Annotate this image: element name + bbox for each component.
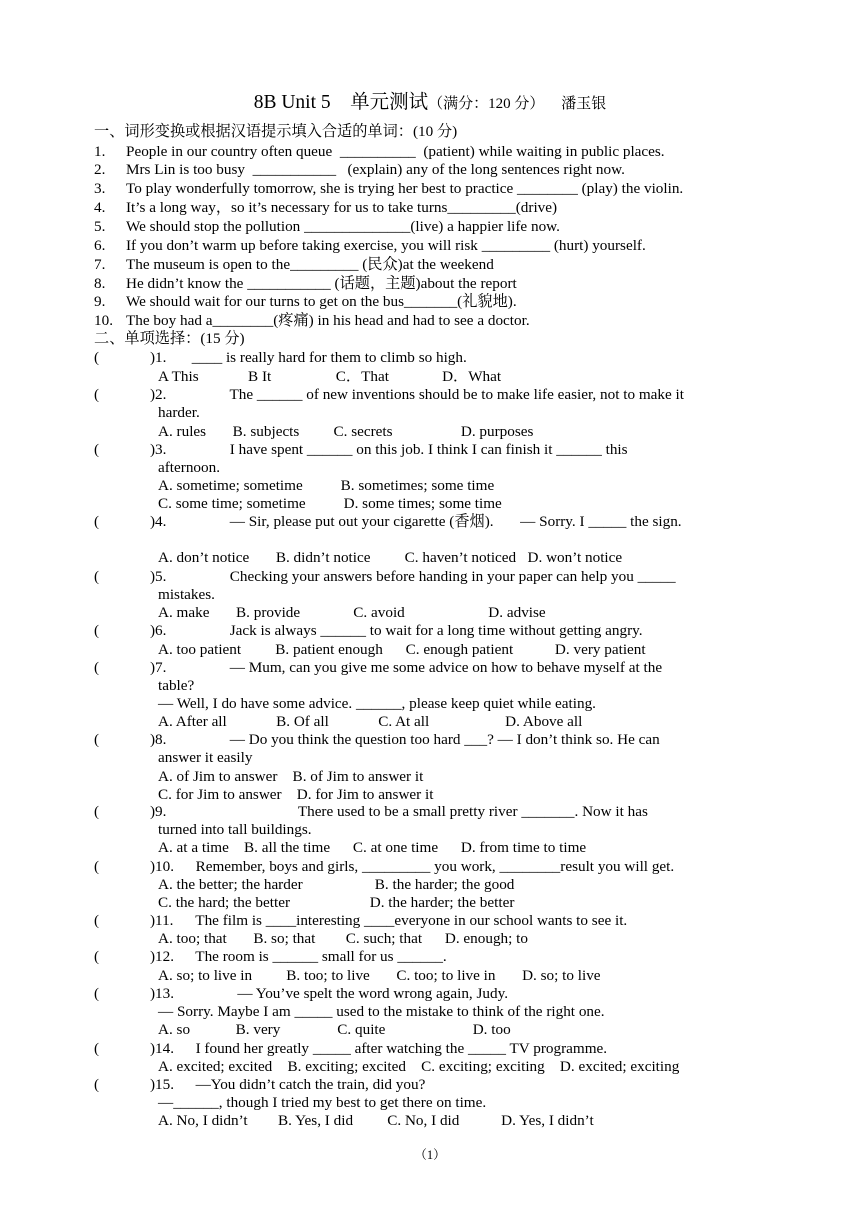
question-number: )14. bbox=[150, 1040, 175, 1057]
question-line: harder. bbox=[158, 404, 200, 421]
question-line: A. No, I didn’t B. Yes, I did C. No, I did D. Yes, I didn’t bbox=[158, 1112, 594, 1129]
answer-paren: ( bbox=[94, 1076, 100, 1093]
answer-paren: ( bbox=[94, 349, 100, 366]
question-number: )13. bbox=[150, 985, 175, 1002]
question-stem: — Do you think the question too hard ___? — I don’t think so. He can bbox=[172, 731, 660, 748]
question-number: )15. bbox=[150, 1076, 175, 1093]
fill-item-text: The boy had a________(疼痛) in his head and had to see a doctor. bbox=[126, 312, 530, 329]
question-stem: I found her greatly _____ after watching the _____ TV programme. bbox=[180, 1040, 608, 1057]
fill-item-number: 5. bbox=[94, 218, 106, 235]
fill-item-text: We should stop the pollution ______________(live) a happier life now. bbox=[126, 218, 560, 235]
answer-paren: ( bbox=[94, 441, 100, 458]
question-number: )7. bbox=[150, 659, 167, 676]
question-stem: —You didn’t catch the train, did you? bbox=[180, 1076, 426, 1093]
question-number: )11. bbox=[150, 912, 174, 929]
fill-item-text: Mrs Lin is too busy ___________ (explain) any of the long sentences right now. bbox=[126, 161, 625, 178]
fill-item-text: If you don’t warm up before taking exercise, you will risk _________ (hurt) yourself. bbox=[126, 237, 646, 254]
question-line: A. sometime; sometime B. sometimes; some time bbox=[158, 477, 495, 494]
question-line: mistakes. bbox=[158, 586, 215, 603]
fill-item-number: 6. bbox=[94, 237, 106, 254]
question-line: A. at a time B. all the time C. at one time D. from time to time bbox=[158, 839, 587, 856]
question-line: A. the better; the harder B. the harder; the good bbox=[158, 876, 515, 893]
answer-paren: ( bbox=[94, 386, 100, 403]
answer-paren: ( bbox=[94, 622, 100, 639]
question-line: C. for Jim to answer D. for Jim to answer it bbox=[158, 786, 434, 803]
question-number: )12. bbox=[150, 948, 175, 965]
fill-item-number: 7. bbox=[94, 256, 106, 273]
page-title bbox=[0, 86, 860, 114]
question-line: —______, though I tried my best to get there on time. bbox=[158, 1094, 487, 1111]
fill-item-number: 9. bbox=[94, 293, 106, 310]
fill-item-text: The museum is open to the_________ (民众)at the weekend bbox=[126, 256, 494, 273]
question-number: )3. bbox=[150, 441, 167, 458]
question-stem: — You’ve spelt the word wrong again, Judy. bbox=[180, 985, 509, 1002]
question-stem: Jack is always ______ to wait for a long time without getting angry. bbox=[172, 622, 643, 639]
question-number: )4. bbox=[150, 513, 167, 530]
question-line: A. don’t notice B. didn’t notice C. haven’t noticed D. won’t notice bbox=[158, 549, 623, 566]
question-number: )1. bbox=[150, 349, 167, 366]
question-line: answer it easily bbox=[158, 749, 253, 766]
page-number: （1） bbox=[414, 1148, 446, 1162]
question-number: )5. bbox=[150, 568, 167, 585]
question-stem: Remember, boys and girls, _________ you work, ________result you will get. bbox=[180, 858, 675, 875]
question-line: A. After all B. Of all C. At all D. Above all bbox=[158, 713, 583, 730]
question-stem: There used to be a small pretty river _______. Now it has bbox=[172, 803, 648, 820]
answer-paren: ( bbox=[94, 659, 100, 676]
question-stem: — Sir, please put out your cigarette (香烟). — Sorry. I _____ the sign. bbox=[172, 513, 682, 530]
question-stem: The room is ______ small for us ______. bbox=[180, 948, 447, 965]
question-line: A. so B. very C. quite D. too bbox=[158, 1021, 511, 1038]
fill-item-text: We should wait for our turns to get on the bus_______(礼貌地). bbox=[126, 293, 517, 310]
question-line: A. too patient B. patient enough C. enough patient D. very patient bbox=[158, 641, 646, 658]
title-main: 8B Unit 5 单元测试 bbox=[253, 92, 429, 113]
fill-item-number: 8. bbox=[94, 275, 106, 292]
question-stem: The ______ of new inventions should be to make life easier, not to make it bbox=[172, 386, 684, 403]
answer-paren: ( bbox=[94, 568, 100, 585]
question-line: — Well, I do have some advice. ______, please keep quiet while eating. bbox=[158, 695, 596, 712]
question-number: )2. bbox=[150, 386, 167, 403]
fill-item-number: 10. bbox=[94, 312, 113, 329]
answer-paren: ( bbox=[94, 912, 100, 929]
question-line: A This B It C．That D．What bbox=[158, 368, 502, 385]
answer-paren: ( bbox=[94, 513, 100, 530]
question-line: afternoon. bbox=[158, 459, 220, 476]
question-line: C. some time; sometime D. some times; some time bbox=[158, 495, 502, 512]
question-line: turned into tall buildings. bbox=[158, 821, 312, 838]
answer-paren: ( bbox=[94, 731, 100, 748]
question-number: )6. bbox=[150, 622, 167, 639]
section1-heading: 一、词形变换或根据汉语提示填入合适的单词：(10 分) bbox=[94, 123, 458, 140]
question-line: table? bbox=[158, 677, 195, 694]
question-line: C. the hard; the better D. the harder; the better bbox=[158, 894, 515, 911]
title-author: 潘玉银 bbox=[561, 96, 607, 112]
question-stem: Checking your answers before handing in your paper can help you _____ bbox=[172, 568, 676, 585]
question-line: A. excited; excited B. exciting; excited C. exciting; exciting D. excited; exciting bbox=[158, 1058, 680, 1075]
question-number: )9. bbox=[150, 803, 167, 820]
fill-item-number: 1. bbox=[94, 143, 106, 160]
answer-paren: ( bbox=[94, 985, 100, 1002]
question-number: )8. bbox=[150, 731, 167, 748]
fill-item-text: He didn’t know the ___________ (话题，主题)about the report bbox=[126, 275, 517, 292]
fill-item-number: 2. bbox=[94, 161, 106, 178]
question-line: A. too; that B. so; that C. such; that D. enough; to bbox=[158, 930, 528, 947]
answer-paren: ( bbox=[94, 803, 100, 820]
fill-item-number: 3. bbox=[94, 180, 106, 197]
question-line: A. of Jim to answer B. of Jim to answer it bbox=[158, 768, 424, 785]
answer-paren: ( bbox=[94, 1040, 100, 1057]
fill-item-number: 4. bbox=[94, 199, 106, 216]
title-score: （满分：120 分） bbox=[428, 96, 537, 112]
answer-paren: ( bbox=[94, 858, 100, 875]
question-stem: ____ is really hard for them to climb so high. bbox=[172, 349, 467, 366]
answer-paren: ( bbox=[94, 948, 100, 965]
fill-item-text: It’s a long way，so it’s necessary for us to take turns_________(drive) bbox=[126, 199, 558, 216]
question-line: A. make B. provide C. avoid D. advise bbox=[158, 604, 546, 621]
section2-heading: 二、单项选择：(15 分) bbox=[94, 330, 245, 347]
fill-item-text: People in our country often queue __________ (patient) while waiting in public places. bbox=[126, 143, 665, 160]
question-stem: — Mum, can you give me some advice on how to behave myself at the bbox=[172, 659, 663, 676]
question-number: )10. bbox=[150, 858, 175, 875]
question-stem: The film is ____interesting ____everyone in our school wants to see it. bbox=[180, 912, 628, 929]
fill-item-text: To play wonderfully tomorrow, she is trying her best to practice ________ (play) the violin. bbox=[126, 180, 684, 197]
question-stem: I have spent ______ on this job. I think I can finish it ______ this bbox=[172, 441, 628, 458]
question-line: A. rules B. subjects C. secrets D. purposes bbox=[158, 423, 534, 440]
question-line: A. so; to live in B. too; to live C. too; to live in D. so; to live bbox=[158, 967, 601, 984]
question-line: — Sorry. Maybe I am _____ used to the mistake to think of the right one. bbox=[158, 1003, 605, 1020]
